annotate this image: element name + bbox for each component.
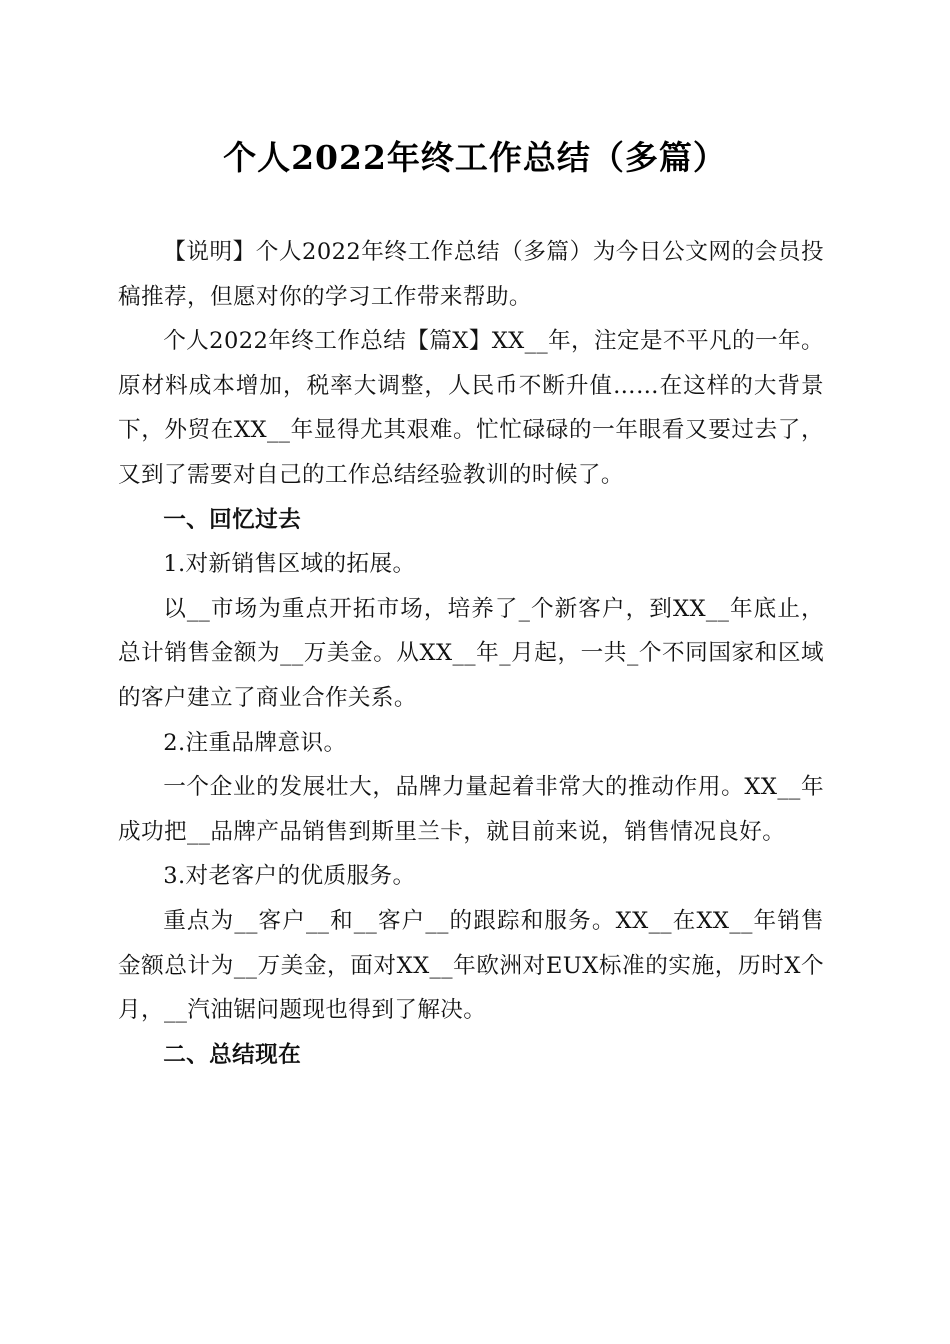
section-heading-summarize-present: 二、总结现在 (163, 1041, 302, 1068)
document-title: 个人2022年终工作总结（多篇） (223, 138, 727, 177)
subheading-brand-awareness: 2.注重品牌意识。 (163, 729, 347, 756)
intro-note-paragraph: 【说明】个人2022年终工作总结（多篇）为今日公文网的会员投稿推荐，但愿对你的学习工作带来帮助。 (118, 239, 824, 310)
subheading-new-regions: 1.对新销售区域的拓展。 (163, 551, 416, 578)
paragraph-brand-awareness: 一个企业的发展壮大，品牌力量起着非常大的推动作用。XX__年成功把__品牌产品销售到斯里兰卡，就目前来说，销售情况良好。 (118, 774, 824, 845)
opening-paragraph: 个人2022年终工作总结【篇X】XX__年，注定是不平凡的一年。原材料成本增加，税率大调整，人民币不断升值……在这样的大背景下，外贸在XX__年显得尤其艰难。忙忙碌碌的一年眼看又要过去了，又到了需要对自己的工作总结经验教训的时候了。 (118, 328, 824, 488)
paragraph-new-regions: 以__市场为重点开拓市场，培养了_个新客户，到XX__年底止，总计销售金额为__万美金。从XX__年_月起，一共_个不同国家和区域的客户建立了商业合作关系。 (118, 595, 824, 711)
document-body (118, 230, 824, 1077)
subheading-customer-service: 3.对老客户的优质服务。 (163, 863, 416, 890)
section-heading-review-past: 一、回忆过去 (163, 506, 302, 533)
paragraph-customer-service: 重点为__客户__和__客户__的跟踪和服务。XX__在XX__年销售金额总计为__万美金，面对XX__年欧洲对EUX标准的实施，历时X个月，__汽油锯问题现也得到了解决。 (118, 907, 824, 1024)
